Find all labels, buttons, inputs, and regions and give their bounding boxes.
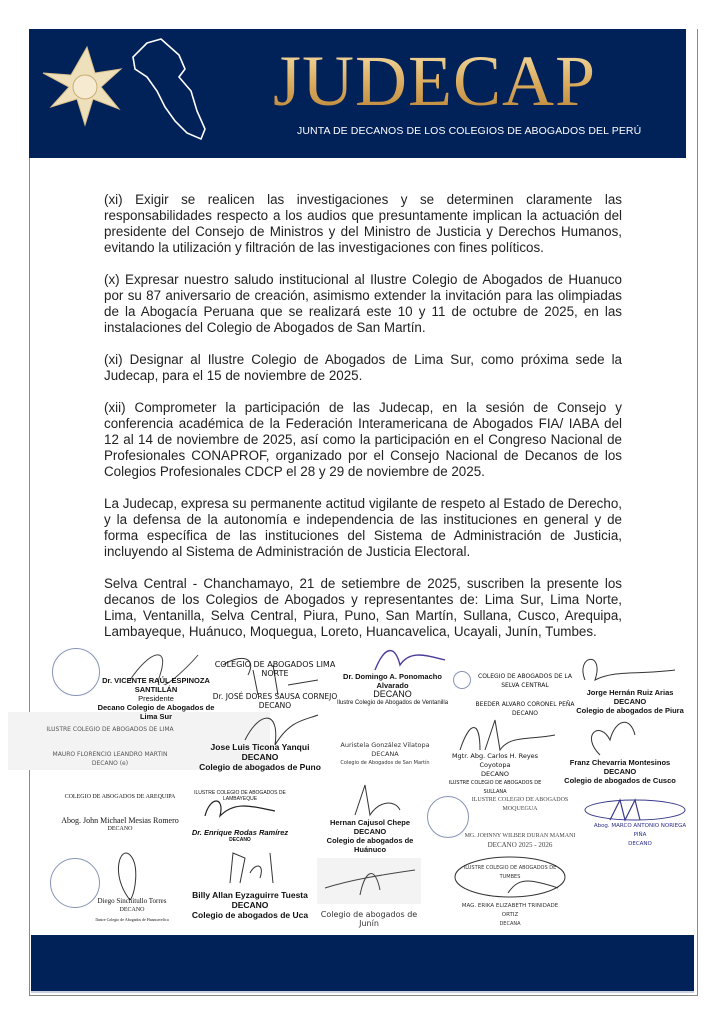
letterhead-banner [29,29,686,158]
signature-block: Franz Chevarria Montesinos DECANO Colegio de abogados de Cusco [564,758,676,785]
signature-scribble-icon [225,848,285,888]
footer-band [31,935,694,993]
signature-block: ILUSTRE COLEGIO DE ABOGADOS DE LAMBAYEQUE Dr. Enrique Rodas Ramírez DECANO [191,790,289,843]
seal-stamp-icon [453,671,471,689]
signature-block: Mgtr. Abg. Carlos H. Reyes Coyotopa DECANO ILUSTRE COLEGIO DE ABOGADOS DE SULLANA [448,752,542,795]
signature-block: ILUSTRE COLEGIO DE ABOGADOS DE LIMA MAURO FLORENCIO LEANDRO MARTIN DECANO (e) [46,726,174,767]
signature-scribble-icon [345,780,405,820]
signature-block: Dr. Domingo A. Ponomacho Alvarado DECANO Ilustre Colegio de Abogados de Ventanilla [336,672,449,706]
signature-scribble-icon [580,715,640,760]
star-and-peru-map-icon [29,29,269,158]
signature-block: ILUSTRE COLEGIO DE ABOGADOS DE TUMBES MAG. ERIKA ELIZABETH TRINIDADE ORTIZ DECANA [461,865,559,927]
signature-block: Jose Luis Ticona Yanqui DECANO Colegio de abogados de Puno [199,742,321,772]
document-body [104,192,622,656]
signature-block: Abog. MARCO ANTONIO NORIEGA PIÑA DECANO [593,823,687,847]
signature-block: ILUSTRE COLEGIO DE ABOGADOS MOQUEGUA MG. JOHNNY WILBER DURAN MAMANI DECANO 2025 - 2026 [464,797,576,849]
signature-block: Billy Allan Eyzaguirre Tuesta DECANO Colegio de abogados de Uca [191,890,309,920]
signature-scribble-icon [580,795,690,825]
signature-scribble-icon [450,715,560,755]
paragraph: (xi) Exigir se realicen las investigaciones y se determinen claramente las responsabilidades respecto a los audios que presuntamente implican la actuación del presidente del Consejo de Ministros y del Ministro de Justicia y Derechos Humanos, evitando la utilización y filtración de las investigaciones con fines políticos. [104,192,622,255]
brand-subtitle: JUNTA DE DECANOS DE LOS COLEGIOS DE ABOGADOS DEL PERÚ [297,125,642,137]
paragraph: (xii) Comprometer la participación de las Judecap, en la sesión de Consejo y conferencia académica de la Federación Interamericana de Abogados FIA/ IABA del 12 al 14 de noviembre de 2025, así como la participación en el Congreso Nacional de Profesionales CONAPROF, organizado por el Consejo Nacional de Decanos de los Colegios Profesionales CDCP el 28 y 29 de noviembre de 2025. [104,400,622,479]
signature-scribble-icon [110,845,150,905]
signature-scribble-icon [320,860,420,902]
signature-block: Diego Sinchitullo Torres DECANO Ilustre Colegio de Abogados de Huancavelica [95,897,169,922]
signature-scribble-icon [575,650,685,690]
paragraph: La Judecap, expresa su permanente actitud vigilante de respeto al Estado de Derecho, y la defensa de la autonomía e independencia de las instituciones en general y de forma específica de las instituciones del Sistema de Administración de Justicia, incluyendo al Sistema de Administración de Justicia Electoral. [104,496,622,559]
signature-block: Auristela González Vilatopa DECANA Colegio de Abogados de San Martín [340,741,430,766]
signature-block: Dr. VICENTE RAÚL ESPINOZA SANTILLÁN Presidente Decano Colegio de Abogados de Lima Sur [97,676,215,721]
signature-block: COLEGIO DE ABOGADOS DE LA SELVA CENTRAL BEEDER ALVARO CORONEL PEÑA DECANO [475,673,575,717]
signature-block: Hernan Cajusol Chepe DECANO Colegio de abogados de Huánuco [326,818,414,854]
signature-block: Jorge Hernán Ruiz Arias DECANO Colegio de abogados de Piura [576,688,684,715]
paragraph: Selva Central - Chanchamayo, 21 de setiembre de 2025, suscriben la presente los decanos de los Colegios de Abogados y representantes de: Lima Sur, Lima Norte, Lima, Ventanilla, Selva Central, Piura, Puno, San Martín, Sullana, Cusco, Arequipa, Lambayeque, Huánuco, Moquegua, Loreto, Huancavelica, Ucayali, Junín, Tumbes. [104,576,622,639]
signature-block: COLEGIO DE ABOGADOS DE AREQUIPA Abog. John Michael Mesias Romero DECANO [61,794,179,832]
signature-block: Colegio de abogados de Junín [320,910,418,928]
signature-block: COLEGIO DE ABOGADOS LIMA NORTE Dr. JOSÉ DORES SAUSA CORNEJO DECANO [212,660,338,710]
seal-stamp-icon [52,648,100,696]
paragraph: (x) Expresar nuestro saludo institucional al Ilustre Colegio de Abogados de Huanuco por su 87 aniversario de creación, asimismo extender la invitación para las olimpiadas de la Abogacía Peruana que se realizará este 10 y 11 de octubre de 2025, en las instalaciones del Colegio de Abogados de San Martín. [104,272,622,335]
paragraph: (xi) Designar al Ilustre Colegio de Abogados de Lima Sur, como próxima sede la Judecap, para el 15 de noviembre de 2025. [104,352,622,383]
brand-title: JUDECAP [273,41,597,121]
signature-scribble-icon [370,640,450,675]
